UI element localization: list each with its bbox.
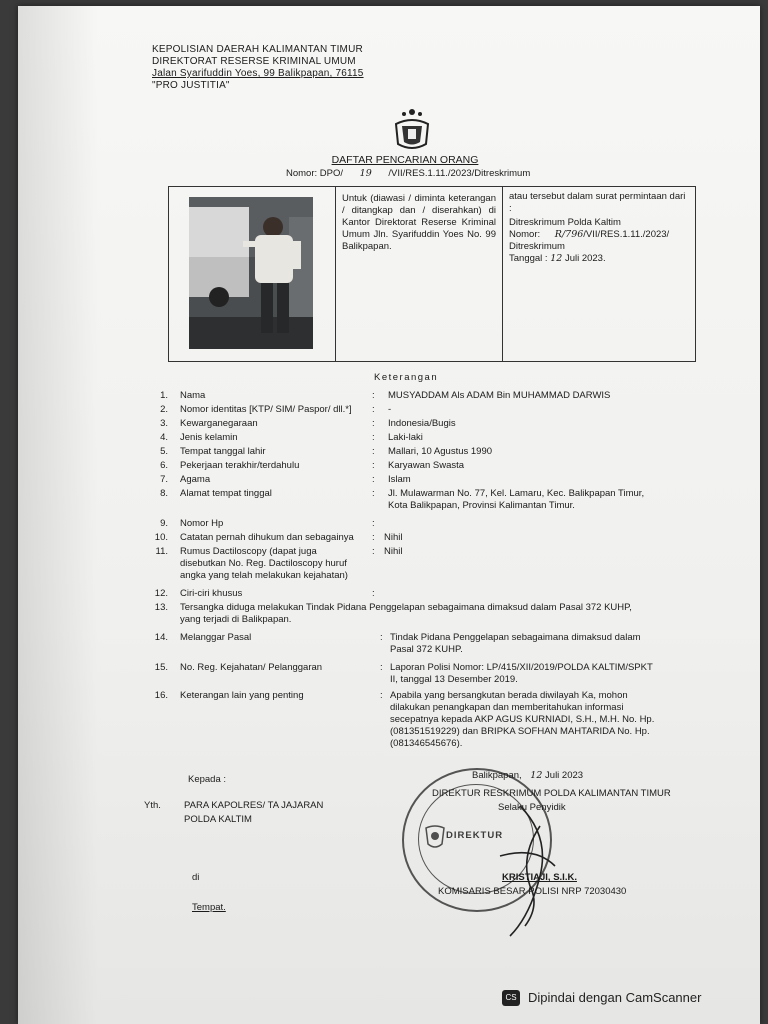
item-colon: : [372, 474, 375, 485]
document-number-suffix: /VII/RES.1.11./2023/Ditreskrimum [388, 168, 531, 179]
item-value-line-2: dilakukan penangkapan dan memberitahukan informasi [390, 702, 624, 713]
item-number: 11. [155, 546, 168, 557]
camscanner-watermark: Dipindai dengan CamScanner [528, 990, 702, 1005]
item-value: Mallari, 10 Agustus 1990 [388, 446, 493, 457]
signature-role: Selaku Penyidik [498, 802, 566, 813]
box-request-number-prefix: Nomor: [509, 229, 541, 240]
signature-date-suffix: Juli 2023 [545, 770, 584, 781]
item-colon: : [372, 488, 375, 499]
document-number [286, 168, 530, 180]
signature-date-handwritten: 12 [530, 770, 543, 781]
list-item [18, 690, 760, 752]
item-value-line-5: (081346545676). [390, 738, 463, 749]
page-shadow [18, 6, 98, 1024]
list-item [18, 602, 760, 626]
box-request-date-prefix: Tanggal : [509, 253, 548, 264]
item-number: 10. [154, 532, 168, 543]
item-number: 7. [160, 474, 168, 485]
item-value: Laki-laki [388, 432, 423, 443]
item-label: Nama [180, 390, 206, 401]
item-number: 16. [154, 690, 168, 701]
item-value: Karyawan Swasta [388, 460, 465, 471]
box-right-column [503, 187, 695, 269]
handwritten-signature [480, 796, 570, 946]
item-colon: : [372, 518, 375, 529]
item-label-line-3: angka yang telah melakukan kejahatan) [180, 570, 348, 581]
box-instruction-text: Untuk (diawasi / diminta keterangan / ditangkap dan / diserahkan) di Kantor Direktorat Reserse Kriminal Umum Jln. Syarifuddin Yoes No. 99 Balikpapan. [342, 193, 496, 252]
item-colon: : [372, 532, 375, 543]
list-item [18, 546, 760, 582]
item-value-line-4: (081351519229) dan BRIPKA SOFHAN MAHTARIDA No. Hp. [390, 726, 650, 737]
signature-place: Balikpapan, [472, 770, 522, 781]
item-colon: : [372, 418, 375, 429]
item-colon: : [372, 460, 375, 471]
item-colon: : [380, 632, 383, 643]
item-value: - [388, 404, 392, 415]
list-item [18, 488, 760, 512]
recipient-line-2: POLDA KALTIM [184, 814, 252, 825]
item-colon: : [380, 690, 383, 701]
item-value-line-2: Pasal 372 KUHP. [390, 644, 463, 655]
signatory-name: KRISTIAJI, S.I.K. [502, 872, 577, 883]
signatory-rank: KOMISARIS BESAR POLISI NRP 72030430 [438, 886, 627, 897]
box-request-number-handwritten: R/796 [554, 229, 584, 240]
item-value: Apabila yang bersangkutan berada diwilayah Ka, mohon [390, 690, 628, 701]
box-request-line: atau tersebut dalam surat permintaan dari : [509, 191, 686, 214]
item-colon: : [372, 390, 375, 401]
item-number: 8. [160, 488, 168, 499]
item-label: Pekerjaan terakhir/terdahulu [180, 460, 300, 471]
item-colon: : [372, 588, 375, 599]
box-request-number [509, 229, 689, 241]
signature-title: DIREKTUR RESKRIMUM POLDA KALIMANTAN TIMUR [432, 788, 671, 799]
letterhead [152, 44, 364, 92]
item-number: 15. [154, 662, 168, 673]
item-number: 1. [160, 390, 168, 401]
box-request-date [509, 253, 689, 265]
list-item [18, 662, 760, 686]
recipient-di: di [192, 872, 200, 883]
item-label: Tersangka diduga melakukan Tindak Pidana Penggelapan sebagaimana dimaksud dalam Pasal 372 KUHP, [180, 602, 632, 613]
item-value: Jl. Mulawarman No. 77, Kel. Lamaru, Kec. Balikpapan Timur, [388, 488, 645, 499]
item-colon: : [372, 404, 375, 415]
item-label: Rumus Dactiloscopy (dapat juga [180, 546, 317, 557]
item-number: 4. [160, 432, 168, 443]
item-value-line-3: secepatnya kepada AKP AGUS KURNIADI, S.H., M.H. No. Hp. [390, 714, 655, 725]
item-label: Catatan pernah dihukum dan sebagainya [180, 532, 354, 543]
box-requester: Ditreskrimum Polda Kaltim [509, 217, 621, 228]
item-number: 12. [154, 588, 168, 599]
item-label: Nomor identitas [KTP/ SIM/ Paspor/ dll.*] [180, 404, 352, 415]
item-number: 6. [160, 460, 168, 471]
item-colon: : [380, 662, 383, 673]
box-middle-column [335, 187, 503, 361]
item-value: MUSYADDAM Als ADAM Bin MUHAMMAD DARWIS [388, 390, 611, 401]
item-value: Tindak Pidana Penggelapan sebagaimana dimaksud dalam [390, 632, 641, 643]
recipient-place: Tempat. [192, 902, 226, 913]
box-request-date-suffix: Juli 2023. [564, 253, 606, 264]
item-value: Nihil [384, 546, 403, 557]
item-value: Nihil [384, 532, 403, 543]
item-value-line-2: II, tanggal 13 Desember 2019. [390, 674, 518, 685]
box-request-date-handwritten: 12 [550, 253, 563, 264]
item-number: 13. [154, 602, 168, 613]
item-value-line-2: Kota Balikpapan, Provinsi Kalimantan Timur. [388, 500, 575, 511]
item-number: 9. [160, 518, 168, 529]
item-label: Kewarganegaraan [180, 418, 258, 429]
keterangan-title: Keterangan [374, 372, 439, 383]
recipient-yth: Yth. [144, 800, 161, 811]
item-number: 2. [160, 404, 168, 415]
item-label: Nomor Hp [180, 518, 224, 529]
recipient-line-1: PARA KAPOLRES/ TA JAJARAN [184, 800, 324, 811]
camscanner-logo-icon: CS [502, 990, 520, 1006]
document-title: DAFTAR PENCARIAN ORANG [331, 154, 479, 166]
item-label-line-2: disebutkan No. Reg. Dactiloscopy huruf [180, 558, 347, 569]
box-request-unit: Ditreskrimum [509, 241, 565, 252]
item-value: Indonesia/Bugis [388, 418, 456, 429]
item-label: Keterangan lain yang penting [180, 690, 304, 701]
document-sheet [18, 6, 760, 1024]
suspect-photo [189, 197, 313, 349]
item-label: Jenis kelamin [180, 432, 238, 443]
item-number: 14. [154, 632, 168, 643]
signature-place-date [472, 770, 583, 782]
item-label: Ciri-ciri khusus [180, 588, 243, 599]
item-value: Laporan Polisi Nomor: LP/415/XII/2019/POLDA KALTIM/SPKT [390, 662, 653, 673]
item-number: 3. [160, 418, 168, 429]
letterhead-line-1: KEPOLISIAN DAERAH KALIMANTAN TIMUR [152, 44, 363, 55]
item-value: Islam [388, 474, 411, 485]
letterhead-justitia: "PRO JUSTITIA" [152, 80, 230, 91]
document-number-handwritten: 19 [359, 168, 372, 179]
letterhead-line-2: DIREKTORAT RESERSE KRIMINAL UMUM [152, 56, 356, 67]
item-colon: : [372, 446, 375, 457]
list-item [18, 632, 760, 656]
item-label-line-2: yang terjadi di Balikpapan. [180, 614, 292, 625]
item-label: Tempat tanggal lahir [180, 446, 266, 457]
item-label: Melanggar Pasal [180, 632, 252, 643]
item-label: Agama [180, 474, 211, 485]
item-label: Alamat tempat tinggal [180, 488, 272, 499]
police-emblem-icon [386, 104, 438, 154]
item-number: 5. [160, 446, 168, 457]
document-number-prefix: Nomor: DPO/ [286, 168, 344, 179]
box-request-number-suffix: /VII/RES.1.11./2023/ [583, 229, 670, 240]
letterhead-address: Jalan Syarifuddin Yoes, 99 Balikpapan, 76115 [152, 68, 364, 79]
item-label: No. Reg. Kejahatan/ Pelanggaran [180, 662, 323, 673]
stamp-text: DIREKTUR [446, 830, 504, 841]
recipient-label: Kepada : [188, 774, 227, 785]
stamp-emblem-icon [424, 824, 446, 850]
wanted-info-box [168, 186, 696, 362]
item-colon: : [372, 546, 375, 557]
item-colon: : [372, 432, 375, 443]
